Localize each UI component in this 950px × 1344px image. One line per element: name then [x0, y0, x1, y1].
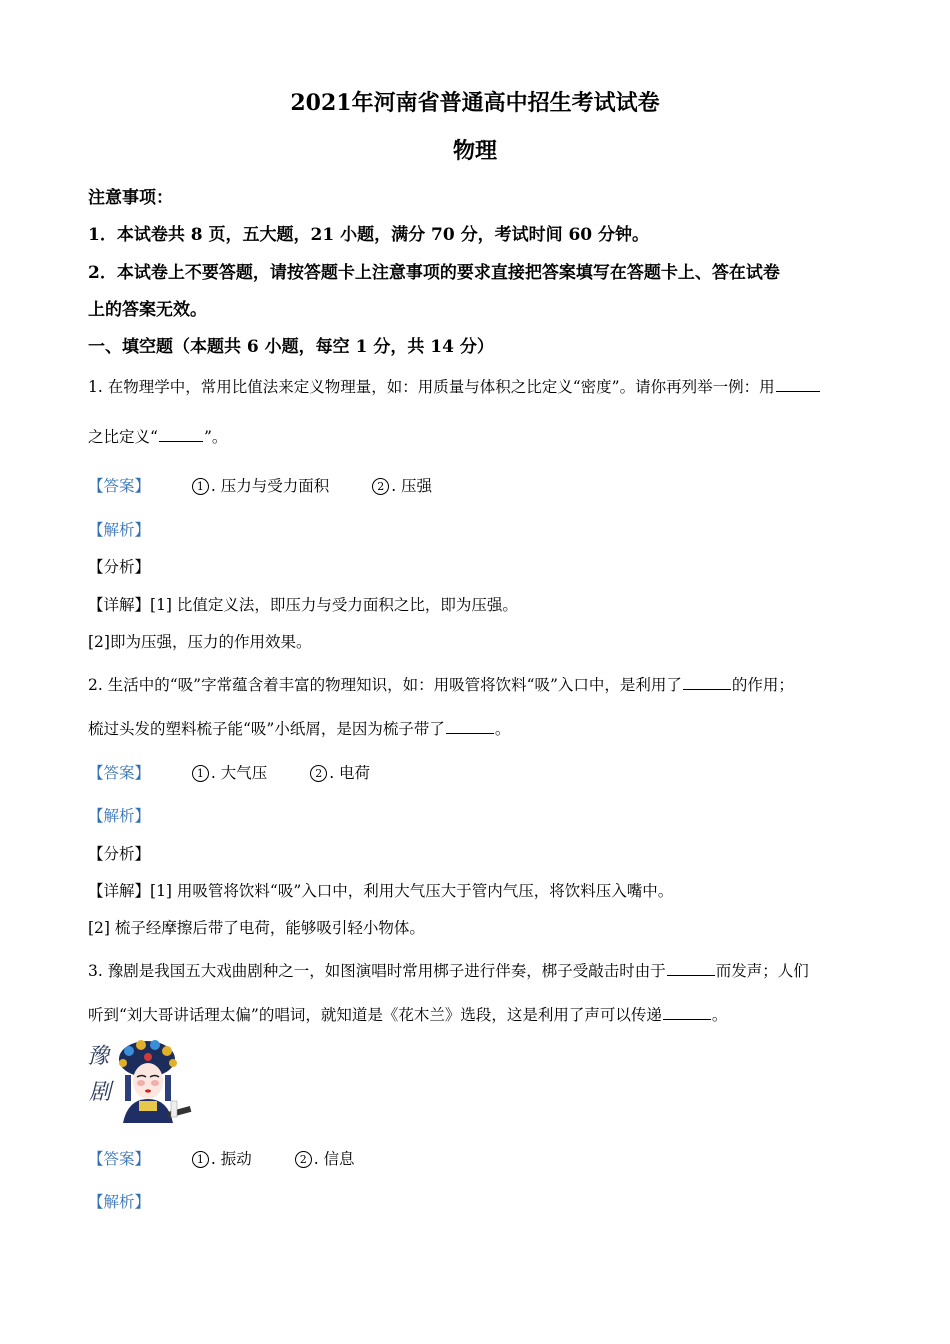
detail-label: 【详解】: [88, 596, 151, 614]
answer-blank: [159, 426, 203, 443]
explain-label: 【解析】: [88, 521, 151, 539]
notes-item-1: 1．本试卷共 8 页，五大题，21 小题，满分 70 分，考试时间 60 分钟。: [88, 225, 650, 245]
analysis-label: 【分析】: [88, 845, 151, 863]
answer-2: 2 . 电荷: [310, 764, 370, 782]
answer-label: 【答案】: [88, 1150, 151, 1168]
answer-row-1: [88, 474, 432, 496]
question-1-text-b: ”。: [203, 428, 228, 446]
detail-label: 【详解】: [88, 882, 151, 900]
answer-row-2: [88, 761, 370, 783]
answer-1: 1 . 大气压: [192, 764, 267, 782]
answer-2: 2 . 信息: [295, 1150, 355, 1168]
answer-row-3: [88, 1147, 355, 1169]
detail-1-1: 【详解】[1] 比值定义法，即压力与受力面积之比，即为压强。: [88, 596, 518, 614]
answer-1: 1 . 振动: [192, 1150, 252, 1168]
subject-title: 物理: [452, 138, 497, 164]
circled-number-1: 1: [192, 478, 209, 495]
explain-label: 【解析】: [88, 807, 151, 825]
yu-char: 豫: [87, 1044, 110, 1069]
answer-label: 【答案】: [88, 477, 151, 495]
section-heading: 一、填空题（本题共 6 小题，每空 1 分，共 14 分）: [88, 337, 494, 357]
yu-opera-image: [85, 1037, 197, 1123]
question-1-text: 1. 在物理学中，常用比值法来定义物理量，如：用质量与体积之比定义“密度”。请你再列举一例：用: [88, 378, 775, 396]
detail-2-2: [2] 梳子经摩擦后带了电荷，能够吸引轻小物体。: [88, 919, 425, 937]
answer-blank: [663, 1004, 711, 1021]
exam-title: 2021年河南省普通高中招生考试试卷: [290, 90, 660, 116]
answer-blank: [683, 674, 731, 691]
answer-blank: [446, 718, 494, 735]
answer-2: 2 . 压强: [372, 477, 432, 495]
circled-number-2: 2: [372, 478, 389, 495]
answer-blank: [667, 960, 715, 977]
opera-figure-icon: [85, 1037, 197, 1123]
detail-1-2: [2]即为压强，压力的作用效果。: [88, 633, 312, 651]
question-2-line1: 2. 生活中的“吸”字常蕴含着丰富的物理知识，如：用吸管将饮料“吸”入口中，是利用了 的作用；: [88, 673, 794, 695]
notes-item-2-line1: 2．本试卷上不要答题，请按答题卡上注意事项的要求直接把答案填写在答题卡上、答在试卷: [88, 263, 780, 283]
notes-heading: 注意事项：: [88, 188, 173, 208]
question-1-line2: [88, 425, 227, 447]
explain-label: 【解析】: [88, 1193, 151, 1211]
answer-blank: [776, 376, 820, 393]
question-1-text-a: 之比定义“: [88, 428, 158, 446]
question-3-line1: 3. 豫剧是我国五大戏曲剧种之一，如图演唱时常用梆子进行伴奏，梆子受敲击时由于 而发声；人们: [88, 959, 809, 981]
circled-number-1: 1: [192, 1151, 209, 1168]
notes-item-2-line2: 上的答案无效。: [88, 300, 207, 320]
question-3-line2: 听到“刘大哥讲话理太偏”的唱词，就知道是《花木兰》选段，这是利用了声可以传递 。: [88, 1003, 727, 1025]
answer-label: 【答案】: [88, 764, 151, 782]
answer-1: 1 . 压力与受力面积: [192, 477, 329, 495]
circled-number-2: 2: [295, 1151, 312, 1168]
detail-2-1: 【详解】[1] 用吸管将饮料“吸”入口中，利用大气压大于管内气压，将饮料压入嘴中。: [88, 882, 674, 900]
question-2-line2: 梳过头发的塑料梳子能“吸”小纸屑，是因为梳子带了 。: [88, 717, 510, 739]
ju-char: 剧: [89, 1080, 112, 1105]
analysis-label: 【分析】: [88, 558, 151, 576]
circled-number-2: 2: [310, 765, 327, 782]
question-1-line1: [88, 375, 821, 397]
circled-number-1: 1: [192, 765, 209, 782]
